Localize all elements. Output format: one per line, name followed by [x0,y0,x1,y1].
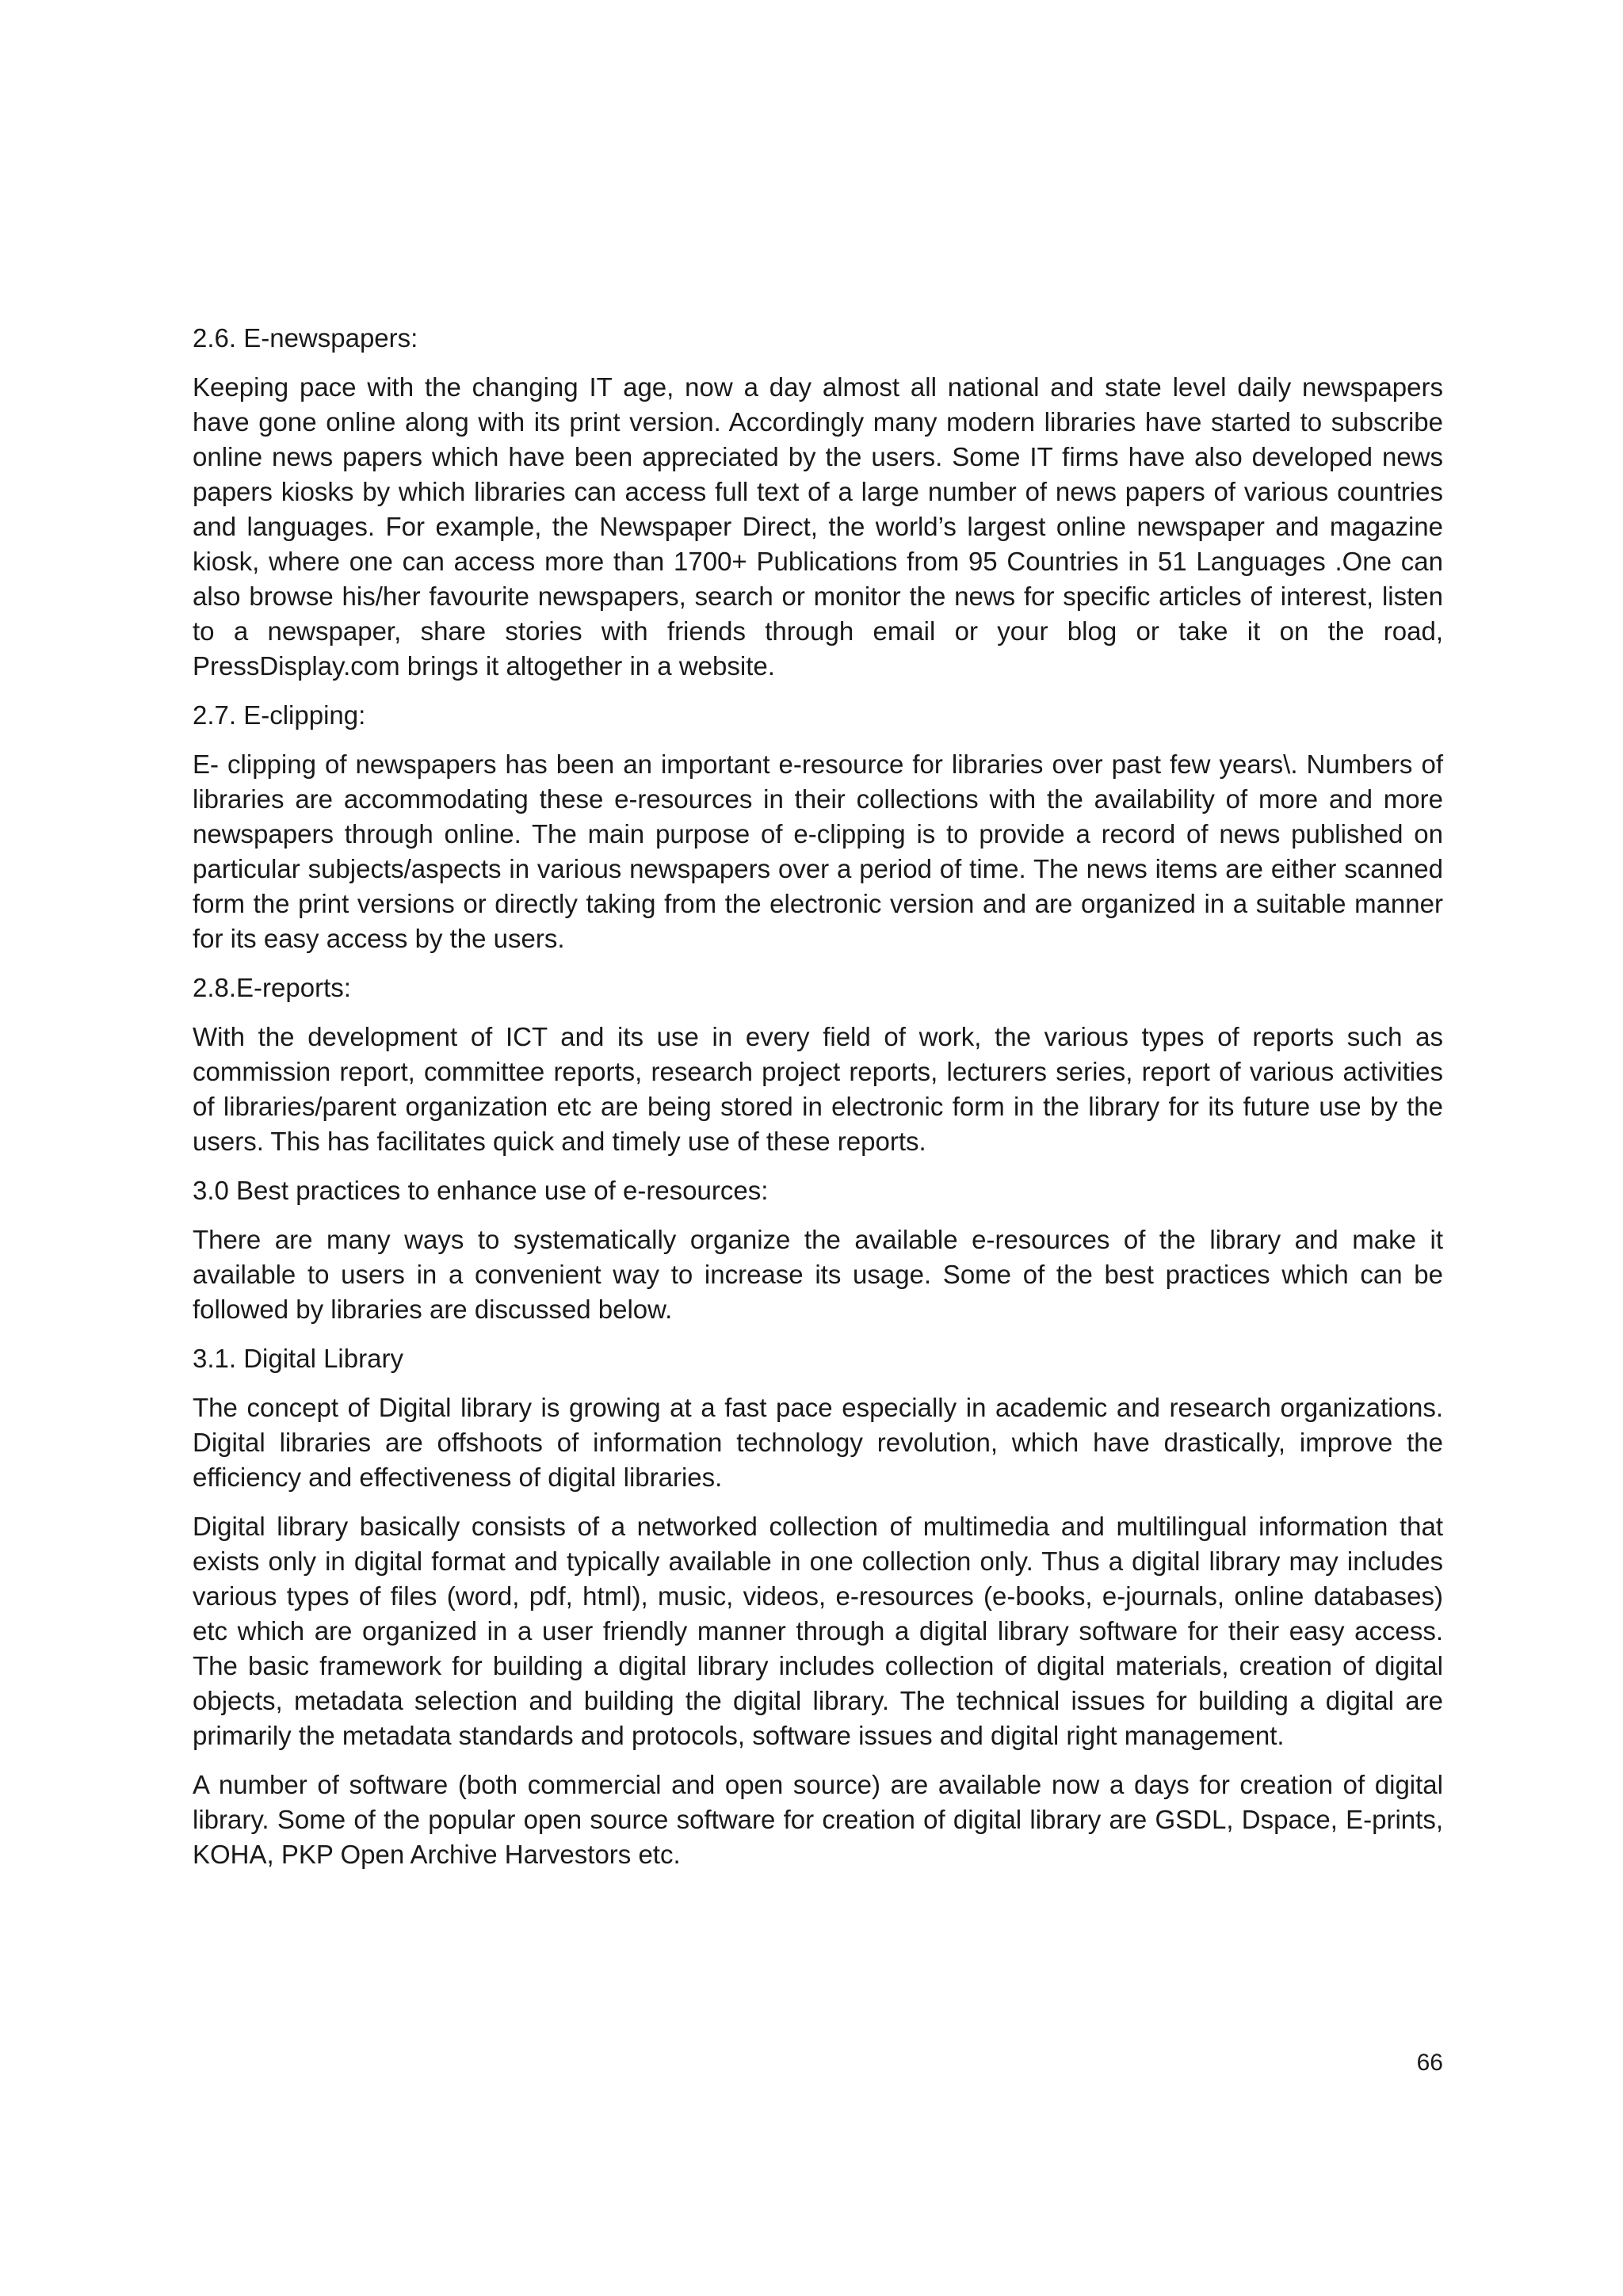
heading-e-reports: 2.8.E-reports: [193,973,351,1002]
paragraph-digital-library-definition: Digital library basically consists of a networked collection of multimedia and multilingual information that exists only in digital format and typically available in one collection only. Thus a digital library may includes various types of files (word, pdf, html), music, videos, e-resources (e-books, e-journals, online databases) etc which are organized in a user friendly manner through a digital library software for their easy access. The basic framework for building a digital library includes collection of digital materials, creation of digital objects, metadata selection and building the digital library. The technical issues for building a digital are primarily the metadata standards and protocols, software issues and digital right management. [193,1512,1443,1750]
paragraph-e-newspapers: Keeping pace with the changing IT age, now a day almost all national and state level daily newspapers have gone online along with its print version. Accordingly many modern libraries have started to subscribe online news papers which have been appreciated by the users. Some IT firms have also developed news papers kiosks by which libraries can access full text of a large number of news papers of various countries and languages. For example, the Newspaper Direct, the world’s largest online newspaper and magazine kiosk, where one can access more than 1700+ Publications from 95 Countries in 51 Languages .One can also browse his/her favourite newspapers, search or monitor the news for specific articles of interest, listen to a newspaper, share stories with friends through email or your blog or take it on the road, PressDisplay.com brings it altogether in a website. [193,372,1443,681]
heading-e-newspapers: 2.6. E-newspapers: [193,323,418,353]
paragraph-digital-library-concept: The concept of Digital library is growing at a fast pace especially in academic and research organizations. Digital libraries are offshoots of information technology revolution, which have drastically, improve the efficiency and effectiveness of digital libraries. [193,1393,1443,1492]
paragraph-e-reports: With the development of ICT and its use in every field of work, the various types of reports such as commission report, committee reports, research project reports, lecturers series, report of various activities of libraries/parent organization etc are being stored in electronic form in the library for its future use by the users. This has facilitates quick and timely use of these reports. [193,1022,1443,1156]
page-content [193,321,1443,1886]
paragraph-e-clipping: E- clipping of newspapers has been an important e-resource for libraries over past few years\. Numbers of libraries are accommodating these e-resources in their collections with the availability of more and more newspapers through online. The main purpose of e-clipping is to provide a record of news published on particular subjects/aspects in various newspapers over a period of time. The news items are either scanned form the print versions or directly taking from the electronic version and are organized in a suitable manner for its easy access by the users. [193,749,1443,953]
page-number: 66 [1416,2050,1443,2076]
heading-best-practices: 3.0 Best practices to enhance use of e-resources: [193,1176,769,1205]
paragraph-best-practices: There are many ways to systematically organize the available e-resources of the library and make it available to users in a convenient way to increase its usage. Some of the best practices which can be followed by libraries are discussed below. [193,1225,1443,1324]
heading-e-clipping: 2.7. E-clipping: [193,700,366,730]
paragraph-digital-library-software: A number of software (both commercial and open source) are available now a days for creation of digital library. Some of the popular open source software for creation of digital library are GSDL, Dspace, E-prints, KOHA, PKP Open Archive Harvestors etc. [193,1770,1443,1869]
heading-digital-library: 3.1. Digital Library [193,1344,403,1373]
